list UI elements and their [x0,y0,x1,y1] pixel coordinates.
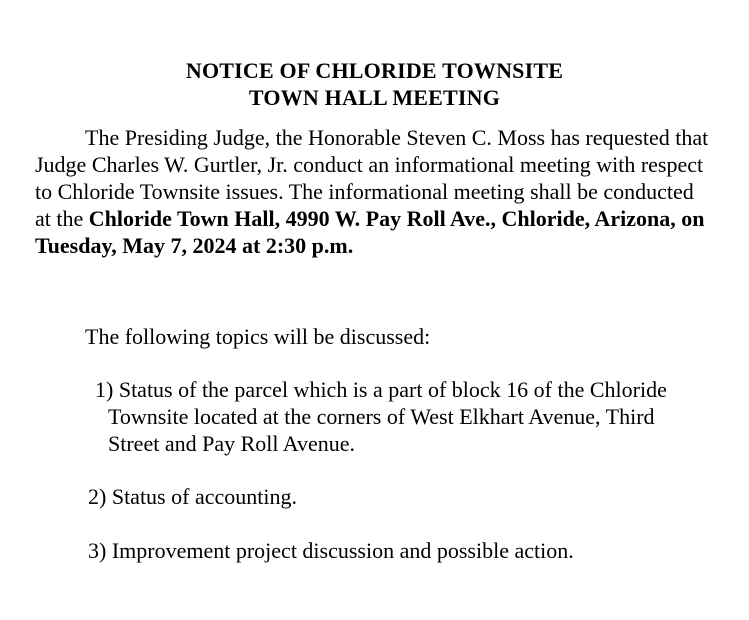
list-item [95,376,688,457]
topics-list [0,376,749,564]
body-text-block [35,124,713,259]
list-item-text: Status of accounting. [106,484,297,509]
list-item-marker: 2) [88,484,107,509]
list-item-text: Improvement project discussion and possible action. [106,538,574,563]
lead-paragraph [35,124,713,259]
list-item-text: Status of the parcel which is a part of block 16 of the Chloride Townsite located at the corners of West Elkhart Avenue, Third Street and Pay Roll Avenue. [108,377,667,456]
title-line-2: TOWN HALL MEETING [248,84,501,110]
list-item [88,483,688,510]
page-title [0,57,749,111]
list-item-marker: 3) [88,538,107,563]
title-line-1: NOTICE OF CHLORIDE TOWNSITE [185,57,564,83]
list-item-marker: 1) [95,377,114,402]
list-item [88,537,688,564]
meeting-details-bold: Chloride Town Hall, 4990 W. Pay Roll Ave., Chloride, Arizona, on Tuesday, May 7, 2024 at 2:30 p.m. [35,206,705,258]
topics-intro: The following topics will be discussed: [85,324,431,349]
lead-text-before-bold: The Presiding Judge, the Honorable Steven C. Moss has requested that Judge Charles W. Gurtler, Jr. conduct an informational meeting with respect to Chloride Townsite issues. The informational meeting shall be conducted at the [35,125,709,231]
